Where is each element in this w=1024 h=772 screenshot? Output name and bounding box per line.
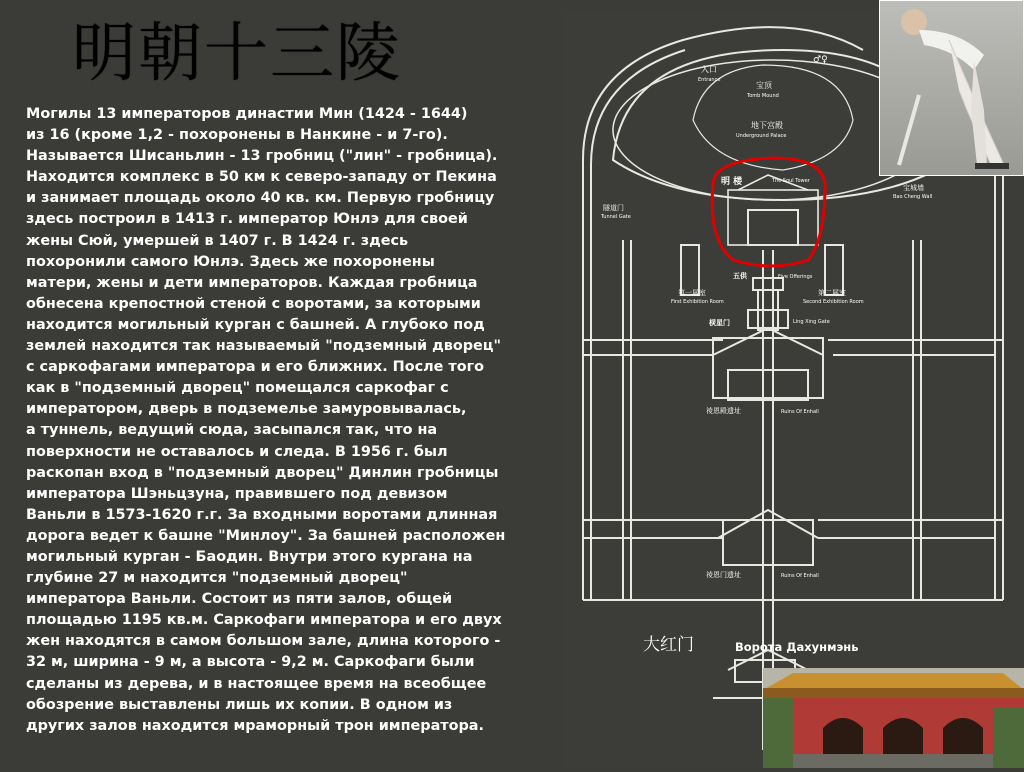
text-line: Могилы 13 императоров династии Мин (1424 - 1644): [26, 106, 468, 122]
text-line: 32 м, ширина - 9 м, а высота - 9,2 м. Саркофаги были: [26, 654, 475, 671]
room1-cn-label: 第一展室: [678, 289, 706, 297]
entrance-en-label: Entrance: [698, 77, 721, 83]
text-line: других залов находится мраморный трон императора.: [26, 717, 484, 734]
text-line: а туннель, ведущий сюда, засыпался так, что на: [26, 422, 438, 439]
old-man-photo: [879, 0, 1024, 176]
soul-tower-en-label: The Soul Tower: [772, 178, 810, 184]
tunnel-cn-label: 隧道门: [603, 204, 624, 212]
tomb-mound-cn-label: 宝顶: [756, 81, 772, 90]
text-line: раскопан вход в "подземный дворец" Динлин гробницы: [26, 464, 499, 481]
text-line: и занимает площадь около 40 кв. км. Первую гробницу: [26, 190, 495, 207]
text-line: дорога ведет к башне "Минлоу". За башней расположен: [26, 527, 506, 544]
text-line: Находится комплекс в 50 км к северо-западу от Пекина: [26, 169, 497, 186]
enhall1-cn-label: 祾恩殿遗址: [706, 407, 741, 415]
text-line: находится могильный курган с башней. А глубоко под: [26, 316, 485, 333]
description-text: [26, 104, 541, 737]
palace-cn-label: 地下宫殿: [751, 121, 783, 130]
enhall1-en-label: Ruins Of Enhall: [781, 409, 819, 415]
text-line: здесь построил в 1413 г. император Юнлэ для своей: [26, 211, 468, 228]
text-line: жен находятся в самом большом зале, длина которого -: [26, 633, 501, 650]
text-line: обозрение выставлены лишь их копии. В одном из: [26, 696, 453, 713]
wall-cn-label: 宝城墙: [903, 184, 924, 192]
entrance-cn-label: 入口: [701, 65, 717, 74]
tomb-mound-en-label: Tomb Mound: [747, 93, 779, 99]
offerings-en-label: Five Offerings: [778, 274, 813, 280]
text-line: обнесена крепостной стеной с воротами, за которыми: [26, 295, 481, 312]
text-line: из 16 (кроме 1,2 - похоронены в Нанкине - и 7-го).: [26, 127, 448, 144]
text-line: жены Сюй, умершей в 1407 г. В 1424 г. здесь: [26, 232, 409, 249]
text-line: императора Ваньли. Состоит из пяти залов, общей: [26, 591, 453, 608]
text-line: могильный курган - Баодин. Внутри этого кургана на: [26, 548, 473, 565]
offerings-cn-label: 五供: [733, 272, 747, 280]
enhall2-en-label: Ruins Of Enhall: [781, 573, 819, 579]
page-title: 明朝十三陵: [72, 17, 402, 91]
soul-tower-cn-label: 明 楼: [721, 177, 743, 187]
text-line: императором, дверь в подземелье замуровывалась,: [26, 401, 467, 418]
text-line: с саркофагами императора и его ближних. После того: [26, 359, 485, 376]
lingxing-en-label: Ling Xing Gate: [793, 319, 830, 325]
big-gate-cn-label: 大红门: [643, 635, 694, 655]
text-line: Называется Шисаньлин - 13 гробниц ("лин" - гробница).: [26, 148, 498, 165]
palace-en-label: Underground Palace: [736, 133, 787, 139]
gate-caption: Ворота Дахунмэнь: [735, 640, 859, 654]
text-line: похоронили самого Юнлэ. Здесь же похоронены: [26, 253, 435, 270]
text-line: матери, жены и дети императоров. Каждая гробница: [26, 274, 478, 291]
text-line: землей находится так называемый "подземный дворец": [26, 338, 501, 355]
text-line: как в "подземный дворец" помещался саркофаг с: [26, 380, 449, 397]
wall-en-label: Bao Cheng Wall: [893, 194, 933, 200]
room2-en-label: Second Exhibition Room: [803, 299, 864, 305]
text-line: поверхности не оставалось и следа. В 1956 г. был: [26, 443, 448, 460]
text-line: императора Шэньцзуна, правившего под девизом: [26, 485, 448, 502]
text-line: площадью 1195 кв.м. Саркофаги императора и его двух: [26, 612, 502, 629]
enhall2-cn-label: 祾恩门遗址: [706, 571, 741, 579]
lingxing-cn-label: 棂星门: [709, 319, 730, 327]
room1-en-label: First Exhibition Room: [671, 299, 724, 305]
dahongmen-gate-photo: [763, 668, 1024, 768]
text-line: глубине 27 м находится "подземный дворец": [26, 570, 408, 587]
text-line: Ваньли в 1573-1620 г.г. За входными воротами длинная: [26, 506, 498, 523]
room2-cn-label: 第二展室: [818, 289, 846, 297]
tunnel-en-label: Tunnel Gate: [601, 214, 631, 220]
text-line: сделаны из дерева, и в настоящее время на всеобщее: [26, 675, 487, 692]
toilet-sign-icon: ♂♀: [813, 55, 828, 65]
